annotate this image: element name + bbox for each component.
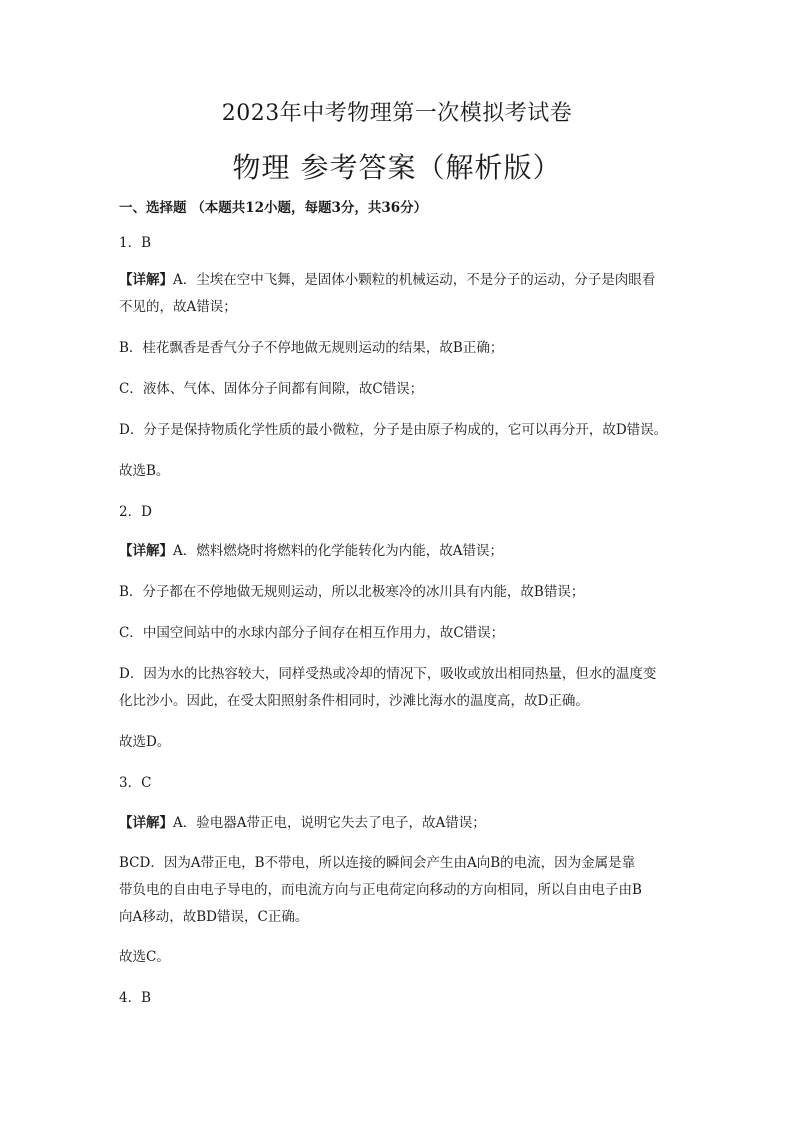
detail-text: A．尘埃在空中飞舞，是固体小颗粒的机械运动，不是分子的运动，分子是肉眼看	[173, 272, 656, 288]
detail-line: 带负电的自由电子导电的，而电流方向与正电荷定向移动的方向相同，所以自由电子由B	[119, 882, 642, 898]
detail-line: BCD．因为A带正电，B不带电，所以连接的瞬间会产生由A向B的电流，因为金属是靠	[119, 855, 636, 871]
detail-line: 化比沙小。因此，在受太阳照射条件相同时，沙滩比海水的温度高，故D正确。	[119, 693, 589, 709]
exam-title: 2023年中考物理第一次模拟考试卷	[221, 101, 573, 126]
detail-line	[119, 270, 655, 290]
detail-line: B．分子都在不停地做无规则运动，所以北极寒冷的冰川具有内能，故B错误；	[119, 584, 585, 600]
detail-line	[119, 541, 503, 561]
answer-key-subtitle: 物理 参考答案（解析版）	[232, 151, 562, 184]
answer-line-q1: 1．B	[119, 235, 152, 251]
detail-line: C．液体、气体、固体分子间都有间隙，故C错误；	[119, 381, 424, 397]
detail-line: 向A移动，故BD错误，C正确。	[119, 909, 309, 925]
detail-line: B．桂花飘香是香气分子不停地做无规则运动的结果，故B正确；	[119, 340, 504, 356]
detail-line: D．分子是保持物质化学性质的最小微粒，分子是由原子构成的，它可以再分开，故D错误。	[119, 422, 668, 438]
conclusion-line: 故选B。	[119, 463, 170, 479]
conclusion-line: 故选C。	[119, 949, 170, 965]
detail-line: 不见的，故A错误；	[119, 299, 237, 315]
detail-tag: 【详解】	[119, 815, 173, 831]
detail-tag: 【详解】	[119, 272, 173, 288]
detail-tag: 【详解】	[119, 543, 173, 559]
answer-line-q3: 3．C	[119, 775, 152, 791]
detail-line: D．因为水的比热容较大，同样受热或冷却的情况下，吸收或放出相同热量，但水的温度变	[119, 666, 657, 682]
conclusion-line: 故选D。	[119, 734, 171, 750]
section-heading: 一、选择题 （本题共12小题，每题3分，共36分）	[119, 200, 428, 216]
detail-line: C．中国空间站中的水球内部分子间存在相互作用力，故C错误；	[119, 625, 505, 641]
detail-text: A．燃料燃烧时将燃料的化学能转化为内能，故A错误；	[173, 543, 503, 559]
detail-text: A．验电器A带正电，说明它失去了电子，故A错误；	[173, 815, 486, 831]
answer-line-q4: 4．B	[119, 990, 152, 1006]
answer-line-q2: 2．D	[119, 504, 152, 520]
detail-line	[119, 813, 486, 833]
